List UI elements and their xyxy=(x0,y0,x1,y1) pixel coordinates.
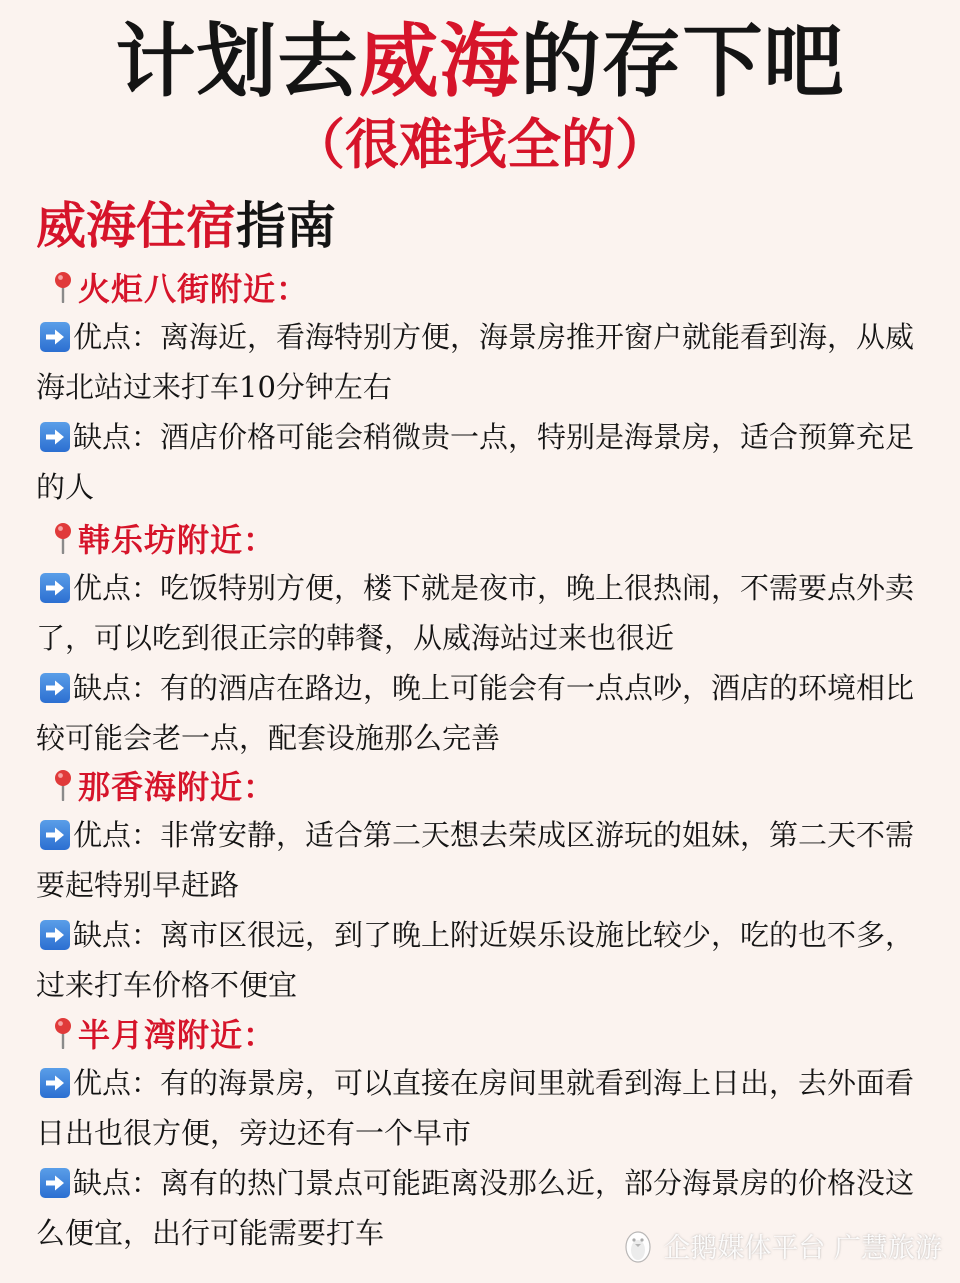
pros-item xyxy=(36,810,936,910)
pros-text: 优点：离海近，看海特别方便，海景房推开窗户就能看到海，从威海北站过来打车10分钟左右 xyxy=(36,320,915,404)
round-pushpin-icon xyxy=(52,769,74,801)
title-part-2-highlight: 威海 xyxy=(358,15,521,108)
section-heading xyxy=(36,513,936,563)
section-heading-label: 那香海附近： xyxy=(78,768,277,806)
pros-text: 优点：非常安静，适合第二天想去荣成区游玩的姐妹，第二天不需要起特别早赶路 xyxy=(36,818,915,902)
section-hanlefang xyxy=(36,513,936,763)
cons-item xyxy=(36,663,936,763)
pros-text: 优点：有的海景房，可以直接在房间里就看到海上日出，去外面看日出也很方便，旁边还有一个早市 xyxy=(36,1066,915,1150)
pros-item xyxy=(36,1058,936,1158)
title-part-1: 计划去 xyxy=(115,15,359,108)
pros-item xyxy=(36,563,936,663)
round-pushpin-icon xyxy=(52,522,74,554)
cons-text: 缺点：离有的热门景点可能距离没那么近，部分海景房的价格没这么便宜，出行可能需要打车 xyxy=(36,1166,915,1250)
section-heading-label: 韩乐坊附近： xyxy=(78,521,277,559)
right-arrow-icon xyxy=(40,1068,70,1098)
cons-text: 缺点：离市区很远，到了晚上附近娱乐设施比较少，吃的也不多，过来打车价格不便宜 xyxy=(36,918,915,1002)
right-arrow-icon xyxy=(40,573,70,603)
round-pushpin-icon xyxy=(52,271,74,303)
cons-item xyxy=(36,412,936,512)
section-banyuewan xyxy=(36,1008,936,1258)
pros-item xyxy=(36,312,936,412)
page-subtitle: （很难找全的） xyxy=(291,113,669,176)
right-arrow-icon xyxy=(40,422,70,452)
right-arrow-icon xyxy=(40,920,70,950)
section-naxianghai xyxy=(36,760,936,1010)
watermark xyxy=(621,1226,942,1265)
pros-text: 优点：吃饭特别方便，楼下就是夜市，晚上很热闹，不需要点外卖了，可以吃到很正宗的韩餐，从威海站过来也很近 xyxy=(36,571,915,655)
cons-item xyxy=(36,910,936,1010)
right-arrow-icon xyxy=(40,820,70,850)
section-heading xyxy=(36,760,936,810)
title-part-3: 的存下吧 xyxy=(520,15,845,108)
guide-heading xyxy=(36,194,336,258)
cons-text: 缺点：酒店价格可能会稍微贵一点，特别是海景房，适合预算充足的人 xyxy=(36,420,915,504)
section-heading xyxy=(36,262,936,312)
section-huoju xyxy=(36,262,936,512)
right-arrow-icon xyxy=(40,1168,70,1198)
page-title xyxy=(0,10,960,114)
section-heading xyxy=(36,1008,936,1058)
guide-heading-black: 指南 xyxy=(236,197,336,255)
cons-text: 缺点：有的酒店在路边，晚上可能会有一点点吵，酒店的环境相比较可能会老一点，配套设施那么完善 xyxy=(36,671,915,755)
section-heading-label: 火炬八街附近： xyxy=(78,270,310,308)
watermark-text: 企鹅媒体平台 广慧旅游 xyxy=(663,1233,942,1264)
right-arrow-icon xyxy=(40,322,70,352)
section-heading-label: 半月湾附近： xyxy=(78,1016,277,1054)
penguin-logo-icon xyxy=(621,1227,655,1265)
right-arrow-icon xyxy=(40,673,70,703)
guide-heading-red: 威海住宿 xyxy=(36,197,236,255)
round-pushpin-icon xyxy=(52,1017,74,1049)
